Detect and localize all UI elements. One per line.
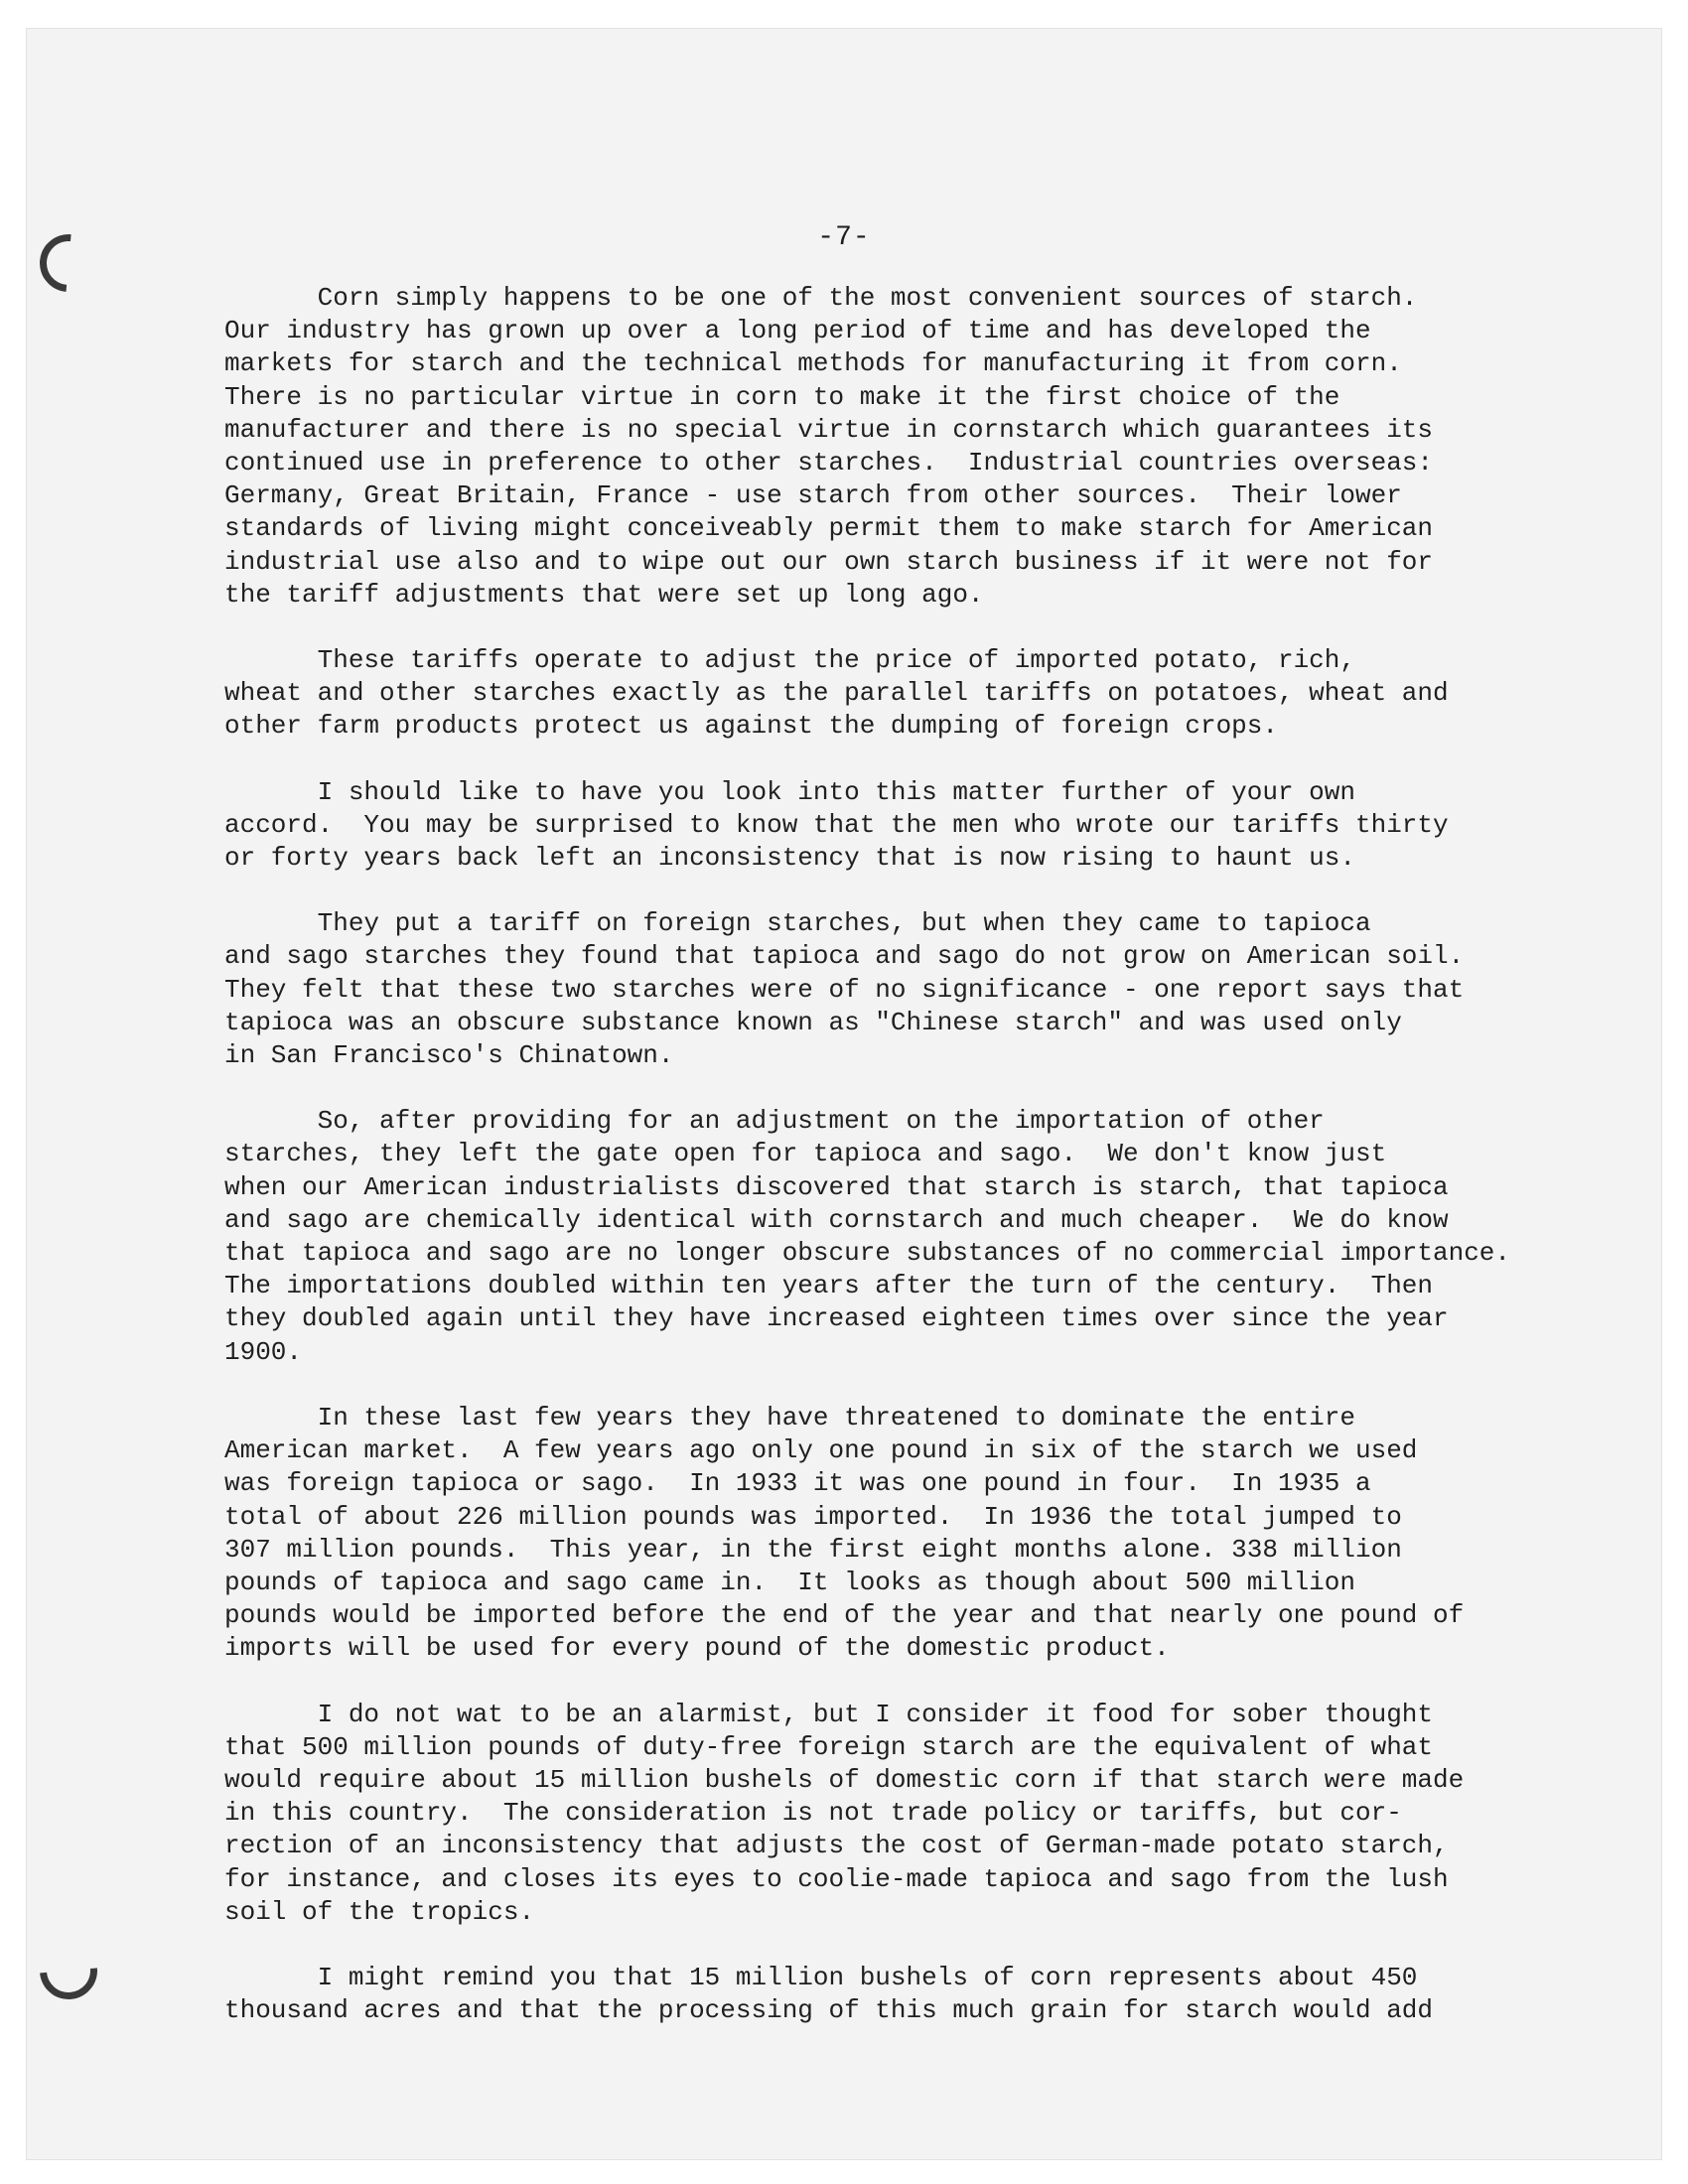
text-line: thousand acres and that the processing of this much grain for starch would add [224, 1995, 1433, 2026]
text-line: They felt that these two starches were of no significance - one report says that [224, 974, 1465, 1005]
paragraph [224, 776, 1634, 876]
text-line: The importations doubled within ten years after the turn of the century. Then [224, 1271, 1433, 1301]
paragraph [224, 644, 1634, 744]
text-line: 1900. [224, 1336, 303, 1367]
paragraph [224, 1699, 1634, 1929]
text-line: Our industry has grown up over a long period of time and has developed the [224, 316, 1371, 346]
paragraph [224, 1962, 1634, 2027]
text-line: in this country. The consideration is not trade policy or tariffs, but cor- [224, 1798, 1402, 1829]
text-line: continued use in preference to other starches. Industrial countries overseas: [224, 448, 1433, 478]
text-line: 307 million pounds. This year, in the first eight months alone. 338 million [224, 1534, 1402, 1565]
text-line: I do not wat to be an alarmist, but I consider it food for sober thought [224, 1699, 1433, 1729]
text-line: accord. You may be surprised to know that the men who wrote our tariffs thirty [224, 809, 1449, 840]
text-line: rection of an inconsistency that adjusts the cost of German-made potato starch, [224, 1831, 1449, 1861]
text-line: manufacturer and there is no special virtue in cornstarch which guarantees its [224, 414, 1433, 445]
text-line: total of about 226 million pounds was imported. In 1936 the total jumped to [224, 1501, 1402, 1532]
text-line: I might remind you that 15 million bushels of corn represents about 450 [224, 1962, 1418, 1992]
text-line: the tariff adjustments that were set up long ago. [224, 579, 984, 610]
text-line: tapioca was an obscure substance known as "Chinese starch" and was used only [224, 1007, 1402, 1037]
text-line: In these last few years they have threatened to dominate the entire [224, 1402, 1355, 1433]
text-line: pounds would be imported before the end of the year and that nearly one pound of [224, 1600, 1465, 1631]
text-line: imports will be used for every pound of the domestic product. [224, 1633, 1170, 1664]
text-line: So, after providing for an adjustment on the importation of other [224, 1106, 1325, 1137]
text-line: when our American industrialists discovered that starch is starch, that tapioca [224, 1171, 1449, 1202]
text-line: other farm products protect us against the dumping of foreign crops. [224, 711, 1278, 742]
text-line: for instance, and closes its eyes to coolie-made tapioca and sago from the lush [224, 1863, 1449, 1894]
page-number: -7- [817, 222, 871, 253]
text-line: markets for starch and the technical methods for manufacturing it from corn. [224, 348, 1402, 379]
paragraph [224, 1105, 1634, 1369]
text-line: that 500 million pounds of duty-free foreign starch are the equivalent of what [224, 1731, 1433, 1762]
text-line: Germany, Great Britain, France - use starch from other sources. Their lower [224, 480, 1402, 511]
text-line: American market. A few years ago only one pound in six of the starch we used [224, 1435, 1418, 1466]
text-line: wheat and other starches exactly as the parallel tariffs on potatoes, wheat and [224, 678, 1449, 709]
text-line: and sago starches they found that tapioca and sago do not grow on American soil. [224, 941, 1465, 972]
text-line: Corn simply happens to be one of the most convenient sources of starch. [224, 283, 1418, 313]
text-line: in San Francisco's Chinatown. [224, 1040, 674, 1071]
text-line: was foreign tapioca or sago. In 1933 it was one pound in four. In 1935 a [224, 1468, 1371, 1499]
text-line: starches, they left the gate open for tapioca and sago. We don't know just [224, 1139, 1387, 1169]
text-line: pounds of tapioca and sago came in. It looks as though about 500 million [224, 1567, 1355, 1597]
text-line: I should like to have you look into this matter further of your own [224, 776, 1355, 807]
text-line: standards of living might conceiveably permit them to make starch for American [224, 513, 1433, 544]
paragraph [224, 1402, 1634, 1666]
text-line: industrial use also and to wipe out our own starch business if it were not for [224, 546, 1433, 577]
text-line: they doubled again until they have increased eighteen times over since the year [224, 1303, 1449, 1334]
text-line: There is no particular virtue in corn to make it the first choice of the [224, 381, 1340, 412]
text-line: and sago are chemically identical with cornstarch and much cheaper. We do know [224, 1204, 1449, 1235]
text-line: would require about 15 million bushels of domestic corn if that starch were made [224, 1764, 1465, 1795]
document-body [224, 282, 1634, 2060]
text-line: They put a tariff on foreign starches, but when they came to tapioca [224, 908, 1371, 939]
paragraph [224, 907, 1634, 1072]
text-line: that tapioca and sago are no longer obscure substances of no commercial importance. [224, 1238, 1511, 1269]
paragraph [224, 282, 1634, 612]
text-line: soil of the tropics. [224, 1896, 535, 1927]
text-line: or forty years back left an inconsistency that is now rising to haunt us. [224, 843, 1355, 874]
text-line: These tariffs operate to adjust the price of imported potato, rich, [224, 645, 1355, 676]
